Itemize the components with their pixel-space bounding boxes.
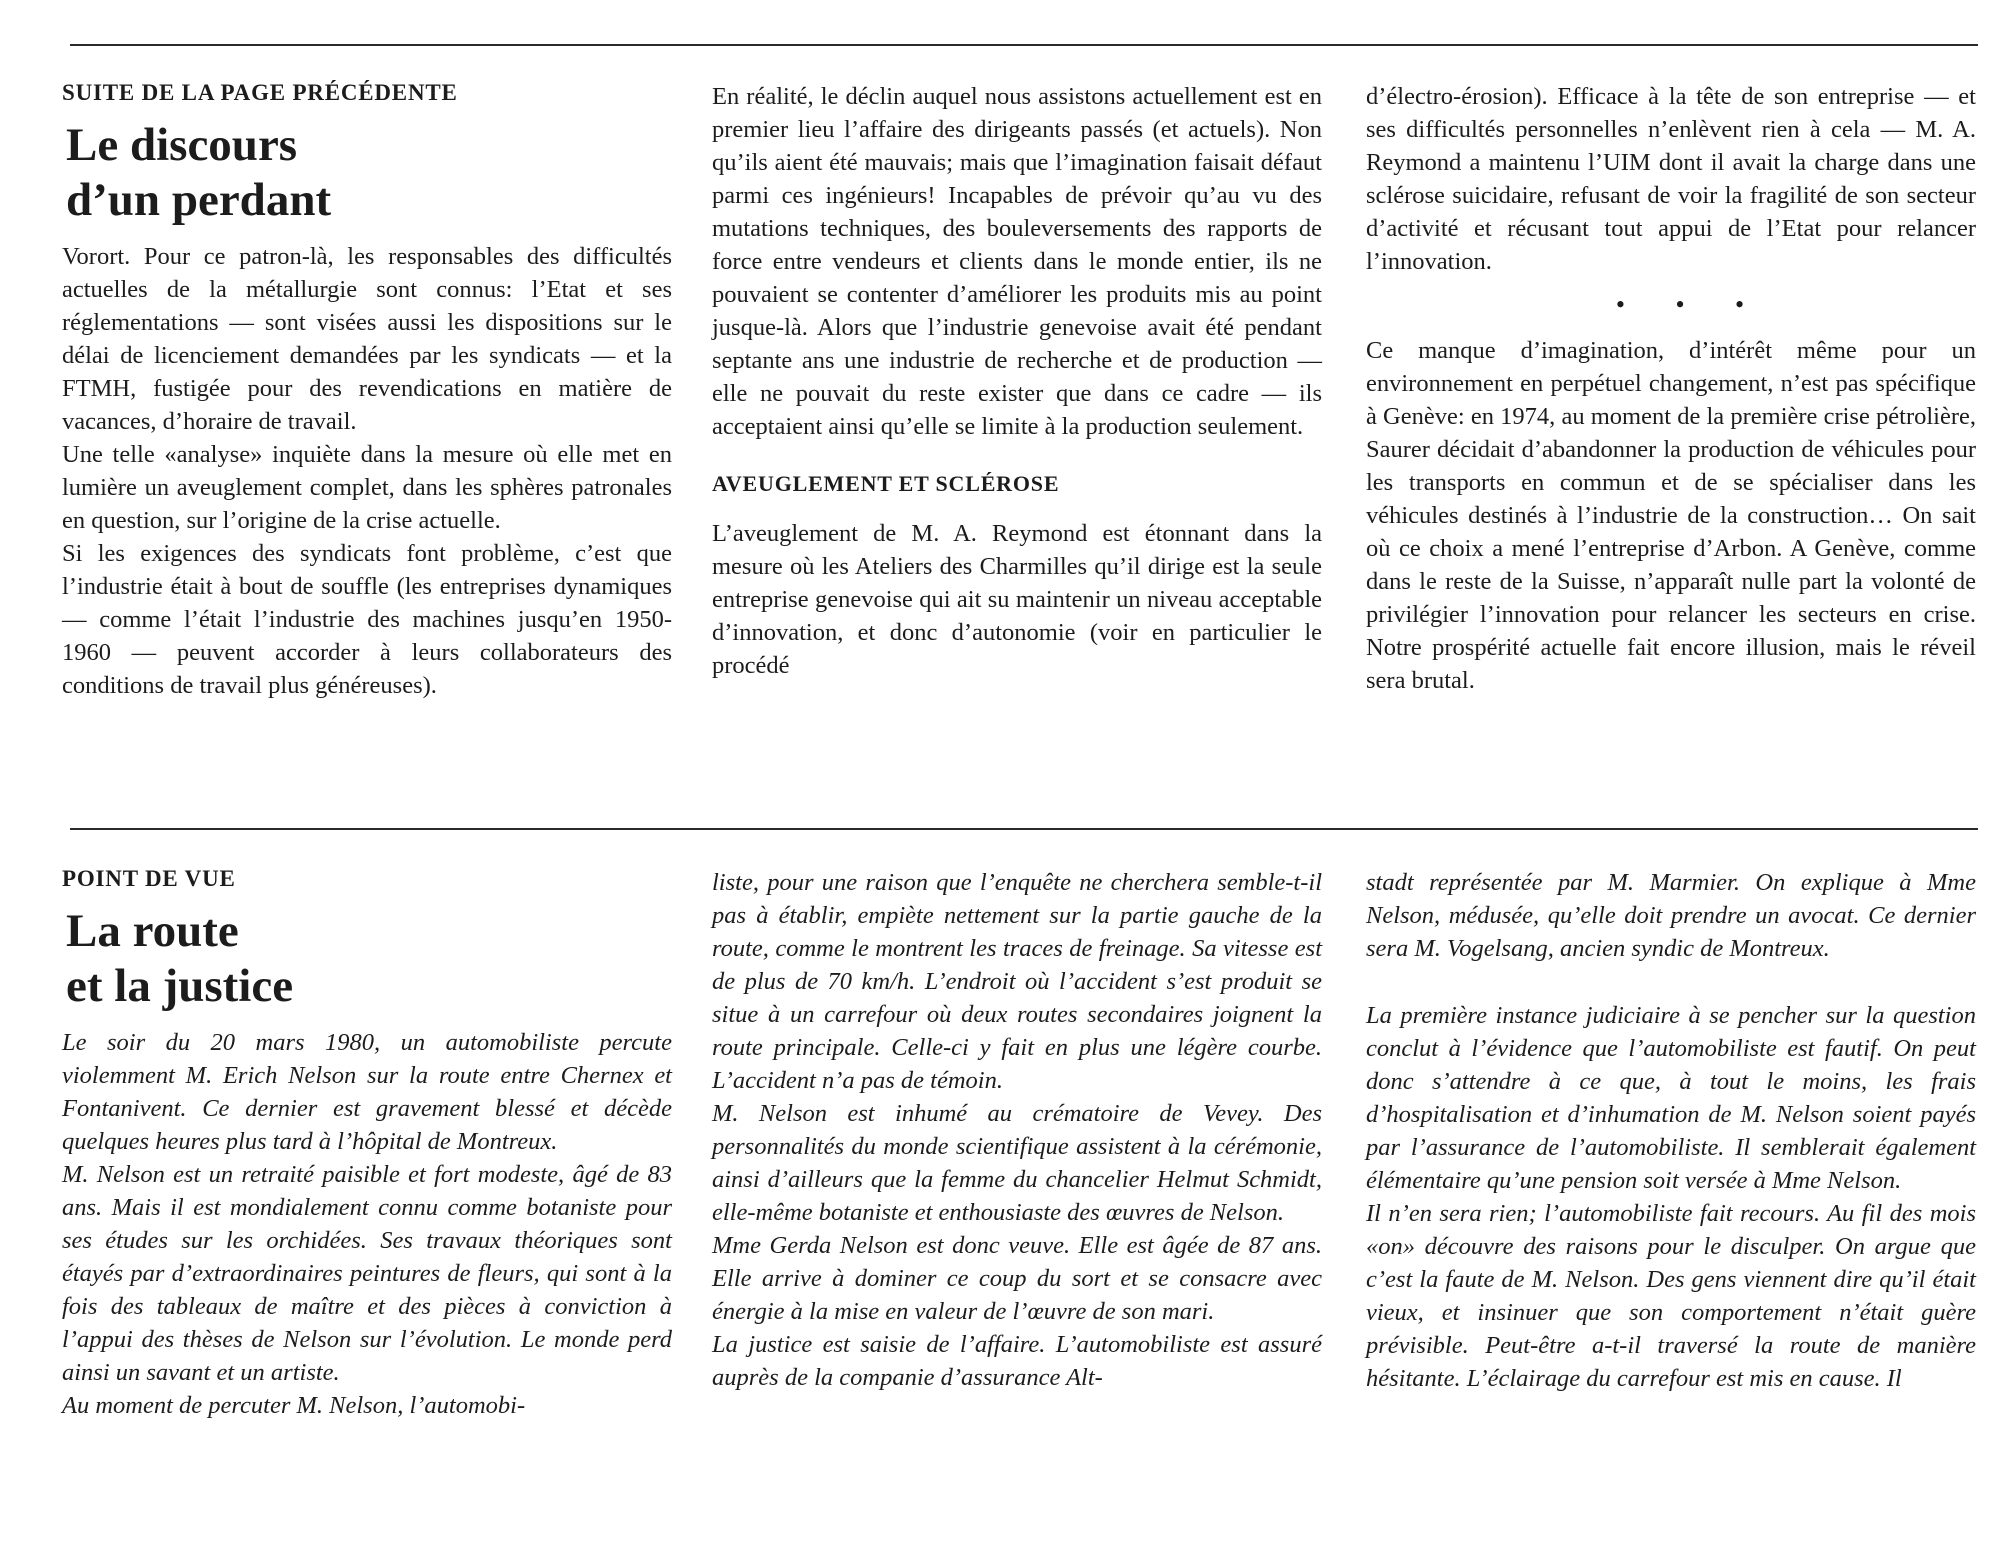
article1-paragraph: Ce manque d’imagination, d’intérêt même pour un environnement en perpétuel changement, n’est pas spécifique à Genève: en 1974, au moment de la première crise pétrolière, Saurer décidait d’abandonner la production de véhicules pour les transports en commun et de se spécialiser dans les véhicules destinés à l’industrie de la construction… On sait où ce choix a mené l’entreprise d’Arbon. A Genève, comme dans le reste de la Suisse, n’apparaît nulle part la volonté de privilégier l’innovation pour relancer les secteurs en crise. Notre prospérité actuelle fait encore illusion, mais le réveil sera brutal. bbox=[1366, 337, 1976, 694]
article1-paragraph: L’aveuglement de M. A. Reymond est étonnant dans la mesure où les Ateliers des Charmilles qu’il dirige est la seule entreprise genevoise qui ait su maintenir un niveau acceptable d’innovation, et donc d’autonomie (voir en particulier le procédé bbox=[712, 520, 1322, 679]
article2-paragraph: Il n’en sera rien; l’automobiliste fait recours. Au fil des mois «on» découvre des raisons pour le disculper. On argue que c’est la faute de M. Nelson. Des gens viennent dire qu’il était vieux, et insinuer que son comportement n’était guère prévisible. Peut-être a-t-il traversé la route de manière hésitante. L’éclairage du carrefour est mis en cause. Il bbox=[1366, 1200, 1976, 1392]
article2-paragraph: M. Nelson est un retraité paisible et fort modeste, âgé de 83 ans. Mais il est mondialement connu comme botaniste pour ses études sur les orchidées. Ses travaux théoriques sont étayés par d’extraordinaires peintures de fleurs, qui sont à la fois des tableaux de maître et des pièces à conviction à l’appui des thèses de Nelson sur l’évolution. Le monde perd ainsi un savant et un artiste. bbox=[62, 1161, 672, 1386]
article2-headline: La route et la justice bbox=[66, 905, 294, 1012]
article2-paragraph: M. Nelson est inhumé au crématoire de Vevey. Des personnalités du monde scientifique assistent à la cérémonie, ainsi d’ailleurs que la femme du chancelier Helmut Schmidt, elle-même botaniste et enthousiaste des œuvres de Nelson. bbox=[712, 1100, 1322, 1226]
article1-paragraph: Une telle «analyse» inquiète dans la mesure où elle met en lumière un aveuglement complet, dans les sphères patronales en question, sur l’origine de la crise actuelle. bbox=[62, 441, 672, 534]
article2-paragraph: Au moment de percuter M. Nelson, l’automobi- bbox=[62, 1392, 526, 1419]
article2-paragraph: Le soir du 20 mars 1980, un automobiliste percute violemment M. Erich Nelson sur la route entre Chernex et Fontanivent. Ce dernier est gravement blessé et décède quelques heures plus tard à l’hôpital de Montreux. bbox=[62, 1029, 672, 1155]
paragraph-gap bbox=[1366, 965, 1976, 999]
article1-paragraph: Vorort. Pour ce patron-là, les responsables des difficultés actuelles de la métallurgie sont connus: l’Etat et ses réglementations — sont visées aussi les dispositions sur le délai de licenciement demandées par les syndicats — et la FTMH, fustigée pour des revendications en matière de vacances, d’horaire de travail. bbox=[62, 243, 672, 435]
article1-column-1 bbox=[62, 78, 672, 702]
article2-paragraph: La justice est saisie de l’affaire. L’automobiliste est assuré auprès de la companie d’assurance Alt- bbox=[712, 1331, 1322, 1391]
section-separator: • • • bbox=[1615, 290, 1767, 319]
article2-column-1 bbox=[62, 864, 672, 1422]
article2-column-2 bbox=[712, 866, 1322, 1394]
article1-paragraph: Si les exigences des syndicats font problème, c’est que l’industrie était à bout de souffle (les entreprises dynamiques — comme l’était l’industrie des machines jusqu’en 1950-1960 — peuvent accorder à leurs collaborateurs des conditions de travail plus généreuses). bbox=[62, 540, 672, 699]
article1-kicker: SUITE DE LA PAGE PRÉCÉDENTE bbox=[62, 80, 458, 105]
article1-column-2 bbox=[712, 80, 1322, 682]
article2-paragraph: stadt représentée par M. Marmier. On explique à Mme Nelson, médusée, qu’elle doit prendre un avocat. Ce dernier sera M. Vogelsang, ancien syndic de Montreux. bbox=[1366, 869, 1976, 962]
article2-kicker: POINT DE VUE bbox=[62, 866, 236, 891]
top-rule bbox=[70, 44, 1978, 46]
article1-paragraph: En réalité, le déclin auquel nous assistons actuellement est en premier lieu l’affaire des dirigeants passés (et actuels). Non qu’ils aient été mauvais; mais que l’imagination faisait défaut parmi ces ingénieurs! Incapables de prévoir qu’au vu des mutations techniques, des bouleversements des rapports de force entre vendeurs et clients dans le monde entier, ils ne pouvaient se contenter d’améliorer les produits mis au point jusque-là. Alors que l’industrie genevoise avait été pendant septante ans une industrie de recherche et de production — elle ne pouvait du reste exister que dans ce cadre — ils acceptaient ainsi qu’elle se limite à la production seulement. bbox=[712, 83, 1322, 440]
article1-column-3 bbox=[1366, 80, 1976, 697]
section-rule bbox=[70, 828, 1978, 830]
article2-paragraph: liste, pour une raison que l’enquête ne cherchera semble-t-il pas à établir, empiète nettement sur la partie gauche de la route, comme le montrent les traces de freinage. Sa vitesse est de plus de 70 km/h. L’endroit où l’accident s’est produit se situe à un carrefour où deux routes secondaires joignent la route principale. Celle-ci y fait en plus une légère courbe. L’accident n’a pas de témoin. bbox=[712, 869, 1322, 1094]
article1-paragraph: d’électro-érosion). Efficace à la tête de son entreprise — et ses difficultés personnelles n’enlèvent rien à cela — M. A. Reymond a maintenu l’UIM dont il avait la charge dans une sclérose suicidaire, refusant de voir la fragilité de son secteur d’activité et récusant tout appui de l’Etat pour relancer l’innovation. bbox=[1366, 83, 1976, 275]
article1-headline: Le discours d’un perdant bbox=[66, 119, 332, 226]
article1-subhead: AVEUGLEMENT ET SCLÉROSE bbox=[712, 471, 1060, 496]
article2-paragraph: Mme Gerda Nelson est donc veuve. Elle est âgée de 87 ans. Elle arrive à dominer ce coup du sort et se consacre avec énergie à la mise en valeur de l’œuvre de son mari. bbox=[712, 1232, 1322, 1325]
article2-paragraph: La première instance judiciaire à se pencher sur la question conclut à l’évidence que l’automobiliste est fautif. On peut donc s’attendre à ce que, à tout le moins, les frais d’hospitalisation et d’inhumation de M. Nelson soient payés par l’assurance de l’automobiliste. Il semblerait également élémentaire qu’une pension soit versée à Mme Nelson. bbox=[1366, 1002, 1976, 1194]
article2-column-3 bbox=[1366, 866, 1976, 1395]
